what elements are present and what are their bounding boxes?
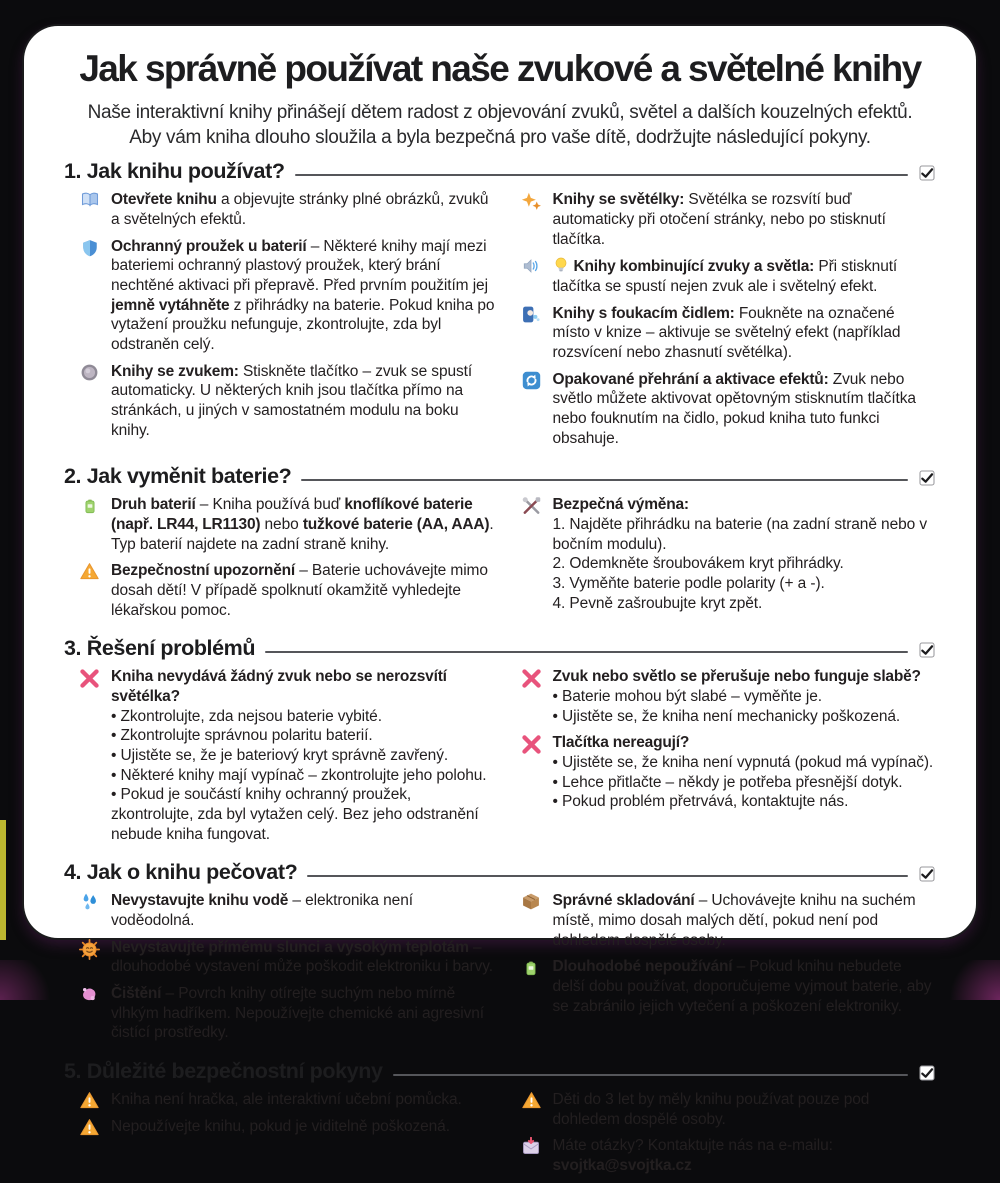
section-body bbox=[64, 1090, 936, 1183]
x-mark-icon bbox=[77, 667, 102, 844]
text: – Baterie uchovávejte mimo dosah dětí! V případě spolknutí okamžitě vyhledejte lékařskou pomoc. bbox=[111, 562, 488, 619]
heading-rule bbox=[307, 875, 908, 877]
section-heading-row bbox=[64, 860, 936, 885]
list-item-text bbox=[553, 1090, 937, 1129]
text-bold: Bezpečná výměna: bbox=[552, 496, 689, 514]
instruction-page bbox=[24, 26, 976, 1175]
warning-icon bbox=[77, 1117, 102, 1137]
right-column bbox=[519, 667, 937, 851]
list-item-text bbox=[553, 733, 937, 812]
list-item bbox=[519, 495, 937, 613]
left-column bbox=[77, 495, 495, 627]
text: nebo bbox=[260, 515, 303, 533]
section-4 bbox=[64, 860, 936, 1050]
text-bold: Zvuk nebo světlo se přerušuje nebo funguje slabě? bbox=[552, 668, 921, 686]
section-heading-row bbox=[64, 636, 936, 661]
battery-icon bbox=[77, 495, 102, 554]
list-item bbox=[519, 891, 937, 950]
repeat-icon bbox=[519, 370, 544, 449]
envelope-icon bbox=[519, 1136, 544, 1175]
list-item-text bbox=[553, 190, 937, 249]
left-column bbox=[77, 1090, 495, 1183]
sub-line: • Zkontrolujte, zda nejsou baterie vybité. bbox=[111, 707, 382, 725]
checkbox-check-icon bbox=[918, 642, 936, 658]
text: Zvuk nebo světlo můžete aktivovat opětovným stisknutím tlačítka nebo fouknutím na čidlo, pokud kniha tuto funkci obsahuje. bbox=[552, 370, 916, 447]
warning-icon bbox=[77, 1090, 102, 1110]
sparkles-icon bbox=[519, 190, 544, 249]
shield-icon bbox=[77, 237, 102, 355]
text: – Uchovávejte knihu na suchém místě, mimo dosah malých dětí, pokud není pod dohledem dospělé osoby. bbox=[552, 892, 916, 949]
sub-line: 3. Vyměňte baterie podle polarity (+ a -). bbox=[552, 574, 825, 592]
text-bold: Nevystavujte přímému slunci a vysokým teplotám bbox=[111, 938, 469, 956]
list-item-text bbox=[553, 370, 937, 449]
list-item-text bbox=[553, 957, 937, 1016]
text: a objevujte stránky plné obrázků, zvuků a světelných efektů. bbox=[111, 191, 489, 228]
text: – Kniha používá buď bbox=[195, 496, 345, 514]
sections bbox=[64, 159, 936, 1183]
list-item-text bbox=[111, 1117, 495, 1137]
text: Stiskněte tlačítko – zvuk se spustí automaticky. U některých knih jsou tlačítka přímo na stránkách, u jiných v samostatném modulu na boku knihy. bbox=[111, 362, 473, 439]
text-bold: Ochranný proužek u baterií bbox=[111, 237, 307, 255]
text-bold: Druh baterií bbox=[111, 496, 196, 514]
text-bold: Knihy se světélky: bbox=[552, 191, 685, 209]
scan-artifact-yellow bbox=[0, 820, 6, 940]
sub-line: • Ujistěte se, že kniha není mechanicky poškozená. bbox=[552, 707, 901, 725]
sub-line: 2. Odemkněte šroubovákem kryt přihrádky. bbox=[552, 555, 844, 573]
intro-line-1: Naše interaktivní knihy přinášejí dětem radost z objevování zvuků, světel a dalších kouzelných efektů. bbox=[87, 102, 913, 123]
heading-rule bbox=[295, 174, 908, 176]
text-bold: Správné skladování bbox=[552, 892, 695, 910]
heading-rule bbox=[301, 479, 908, 481]
left-column bbox=[77, 667, 495, 851]
text: z přihrádky na baterie. Pokud kniha po vytažení proužku nefunguje, zkontrolujte, zda byl odstraněn celý. bbox=[111, 296, 495, 353]
text: Děti do 3 let by měly knihu používat pouze pod dohledem dospělé osoby. bbox=[552, 1091, 870, 1128]
sub-line: • Ujistěte se, že kniha není vypnutá (pokud má vypínač). bbox=[552, 753, 934, 771]
section-5 bbox=[64, 1059, 936, 1183]
text: Kniha není hračka, ale interaktivní učební pomůcka. bbox=[111, 1091, 462, 1108]
list-item-text bbox=[111, 667, 495, 844]
section-body bbox=[64, 190, 936, 455]
text: – Povrch knihy otírejte suchým nebo mírně vlhkým hadříkem. Nepoužívejte chemické ani agresivní čistící prostředky. bbox=[111, 984, 484, 1042]
right-column bbox=[519, 190, 937, 455]
sub-line: • Zkontrolujte správnou polaritu baterií. bbox=[111, 727, 373, 745]
list-item bbox=[519, 304, 937, 363]
text-bold: Nevystavujte knihu vodě bbox=[111, 892, 289, 910]
text: Světélka se rozsvítí buď automaticky při otočení stránky, nebo po stisknutí tlačítka. bbox=[552, 191, 886, 248]
list-item-text bbox=[553, 304, 937, 363]
list-item bbox=[519, 1136, 937, 1175]
left-column bbox=[77, 190, 495, 455]
list-item bbox=[77, 1090, 495, 1110]
sun-icon bbox=[77, 938, 102, 977]
section-heading: 4. Jak o knihu pečovat? bbox=[64, 860, 298, 885]
section-heading: 3. Řešení problémů bbox=[64, 636, 256, 661]
text-bold: knoflíkové baterie (např. LR44, LR1130) bbox=[111, 496, 473, 533]
text: – dlouhodobé vystavení může poškodit elektroniku i barvy. bbox=[111, 938, 493, 976]
list-item bbox=[77, 561, 495, 620]
warning-icon bbox=[519, 1090, 544, 1129]
section-heading-row bbox=[64, 464, 936, 489]
sub-line: • Baterie mohou být slabé – vyměňte je. bbox=[552, 687, 822, 705]
sub-line: 4. Pevně zašroubujte kryt zpět. bbox=[552, 594, 763, 612]
intro-line-2: Aby vám kniha dlouho sloužila a byla bezpečná pro vaše dítě, dodržujte následující pokyny. bbox=[129, 127, 871, 149]
warning-icon bbox=[77, 561, 102, 620]
text-bold: Čištění bbox=[111, 984, 162, 1002]
bulb-icon bbox=[553, 256, 569, 274]
list-item-text bbox=[111, 190, 495, 229]
text-bold: Otevřete knihu bbox=[111, 191, 217, 209]
checkbox-check-icon bbox=[918, 470, 936, 486]
list-item bbox=[77, 495, 495, 554]
text-bold: Kniha nevydává žádný zvuk nebo se nerozsvítí světélka? bbox=[111, 668, 447, 705]
list-item bbox=[519, 957, 937, 1016]
checkbox-check-icon bbox=[918, 866, 936, 882]
list-item-text bbox=[111, 237, 495, 355]
list-item-text bbox=[553, 667, 937, 726]
list-item-text bbox=[111, 938, 495, 977]
button-icon bbox=[77, 362, 102, 441]
x-mark-icon bbox=[519, 667, 544, 726]
right-column bbox=[519, 1090, 937, 1183]
sub-line: • Lehce přitlačte – někdy je potřeba přesnější dotyk. bbox=[552, 773, 903, 791]
sub-line: • Některé knihy mají vypínač – zkontrolujte jeho polohu. bbox=[111, 766, 487, 784]
open-book-icon bbox=[77, 190, 102, 229]
text-bold: svojtka@svojtka.cz bbox=[552, 1157, 692, 1175]
text-bold: Knihy kombinující zvuky a světla: bbox=[573, 258, 815, 276]
x-mark-icon bbox=[519, 733, 544, 812]
sub-line: • Ujistěte se, že je bateriový kryt správně zavřený. bbox=[111, 746, 449, 764]
heading-rule bbox=[393, 1074, 908, 1076]
scan-artifact-magenta-right bbox=[940, 960, 1000, 1000]
text: Při stisknutí tlačítka se spustí nejen zvuk ale i světelný efekt. bbox=[552, 258, 898, 295]
text: Nepoužívejte knihu, pokud je viditelně poškozená. bbox=[111, 1118, 450, 1135]
text-bold: jemně vytáhněte bbox=[111, 296, 230, 314]
text-bold: Tlačítka nereagují? bbox=[552, 734, 690, 752]
text-bold: Knihy se zvukem: bbox=[111, 362, 239, 380]
list-item bbox=[77, 984, 495, 1043]
checkbox-check-icon bbox=[918, 165, 936, 181]
section-body bbox=[64, 667, 936, 851]
text: – Některé knihy mají mezi bateriemi ochranný plastový proužek, který brání nechtěné aktivaci při přepravě. Před prvním použitím jej bbox=[111, 237, 488, 294]
list-item bbox=[77, 237, 495, 355]
list-item-text bbox=[111, 891, 495, 930]
scan-artifact-magenta-left bbox=[0, 960, 60, 1000]
soap-icon bbox=[77, 984, 102, 1043]
list-item-text bbox=[553, 256, 937, 296]
intro-text bbox=[64, 100, 936, 150]
text-bold: tužkové baterie (AA, AAA) bbox=[302, 515, 490, 533]
section-3 bbox=[64, 636, 936, 851]
section-heading: 1. Jak knihu používat? bbox=[64, 159, 285, 184]
text: – elektronika není voděodolná. bbox=[111, 892, 413, 929]
page-title: Jak správně používat naše zvukové a světelné knihy bbox=[79, 48, 921, 89]
list-item bbox=[77, 938, 495, 977]
list-item bbox=[519, 1090, 937, 1129]
section-heading-row bbox=[64, 1059, 936, 1084]
list-item-text bbox=[111, 362, 495, 441]
sub-line: 1. Najděte přihrádku na baterie (na zadní straně nebo v bočním modulu). bbox=[552, 515, 927, 553]
section-body bbox=[64, 495, 936, 627]
list-item bbox=[519, 190, 937, 249]
section-heading-row bbox=[64, 159, 936, 184]
list-item bbox=[519, 370, 937, 449]
text: Foukněte na označené místo v knize – aktivuje se světelný efekt (například rozsvícení nebo zhasnutí světélka). bbox=[552, 304, 901, 361]
section-1 bbox=[64, 159, 936, 455]
section-heading: 5. Důležité bezpečnostní pokyny bbox=[64, 1059, 383, 1083]
text-bold: Knihy s foukacím čidlem: bbox=[552, 304, 735, 322]
right-column bbox=[519, 891, 937, 1050]
battery-icon bbox=[519, 957, 544, 1016]
list-item-text bbox=[111, 495, 495, 554]
left-column bbox=[77, 891, 495, 1050]
speaker-icon bbox=[519, 256, 544, 296]
list-item bbox=[77, 362, 495, 441]
text-bold: Dlouhodobé nepoužívání bbox=[552, 958, 733, 976]
text-bold: Opakované přehrání a aktivace efektů: bbox=[552, 370, 829, 388]
list-item-text bbox=[553, 1136, 937, 1175]
sub-line: • Pokud problém přetrvává, kontaktujte nás. bbox=[552, 793, 849, 811]
text: Máte otázky? Kontaktujte nás na e-mailu: bbox=[552, 1137, 833, 1155]
water-drops-icon bbox=[77, 891, 102, 930]
right-column bbox=[519, 495, 937, 627]
section-body bbox=[64, 891, 936, 1050]
list-item bbox=[77, 1117, 495, 1137]
list-item bbox=[77, 190, 495, 229]
list-item bbox=[519, 733, 937, 812]
list-item-text bbox=[553, 891, 937, 950]
section-heading: 2. Jak vyměnit baterie? bbox=[64, 464, 292, 489]
blow-icon bbox=[519, 304, 544, 363]
heading-rule bbox=[265, 651, 908, 653]
list-item-text bbox=[111, 561, 495, 620]
tools-icon bbox=[519, 495, 544, 613]
list-item-text bbox=[111, 984, 495, 1043]
checkbox-check-icon bbox=[918, 1065, 936, 1081]
text: – Pokud knihu nebudete delší dobu používat, doporučujeme vyjmout baterie, aby se zabránilo jejich vytečení a poškození elektroniky. bbox=[552, 958, 932, 1015]
box-icon bbox=[519, 891, 544, 950]
list-item bbox=[77, 667, 495, 844]
list-item bbox=[519, 256, 937, 296]
sub-line: • Pokud je součástí knihy ochranný proužek, zkontrolujte, zda byl vytažen celý. Bez jeho odstranění nebude kniha fungovat. bbox=[111, 786, 479, 843]
list-item bbox=[77, 891, 495, 930]
list-item-text bbox=[111, 1090, 495, 1110]
text: . Typ baterií najdete na zadní straně knihy. bbox=[111, 515, 494, 553]
list-item-text bbox=[553, 495, 937, 613]
section-2 bbox=[64, 464, 936, 627]
text-bold: Bezpečnostní upozornění bbox=[111, 562, 295, 580]
list-item bbox=[519, 667, 937, 726]
